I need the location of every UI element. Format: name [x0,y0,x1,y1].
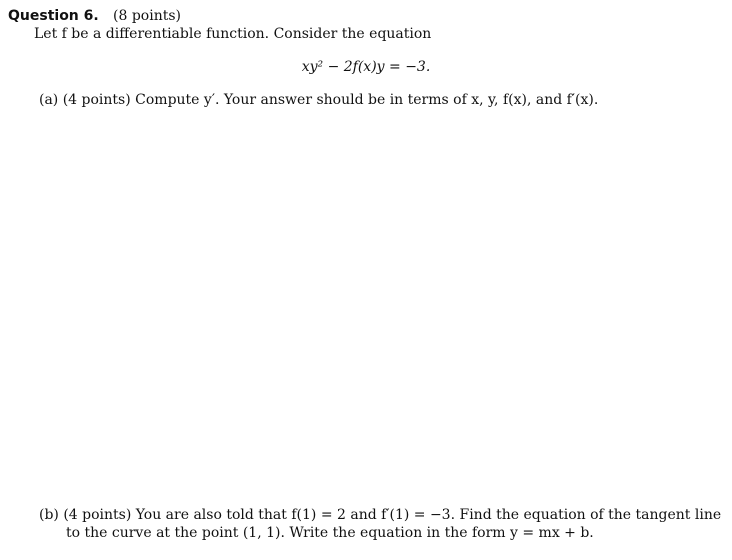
main-equation: xy² − 2f(x)y = −3. [301,59,431,75]
question-title: Question 6. [8,8,99,24]
question-points: (8 points) [113,8,181,24]
question-intro: Let f be a differentiable function. Consider the equation [34,26,432,42]
part-b-prompt-line2: to the curve at the point (1, 1). Write the equation in the form y = mx + b. [66,525,594,541]
part-b-prompt-line1: (b) (4 points) You are also told that f(1) = 2 and f′(1) = −3. Find the equation of the tangent line [39,507,722,523]
part-a-prompt: (a) (4 points) Compute y′. Your answer should be in terms of x, y, f(x), and f′(x). [39,92,599,108]
